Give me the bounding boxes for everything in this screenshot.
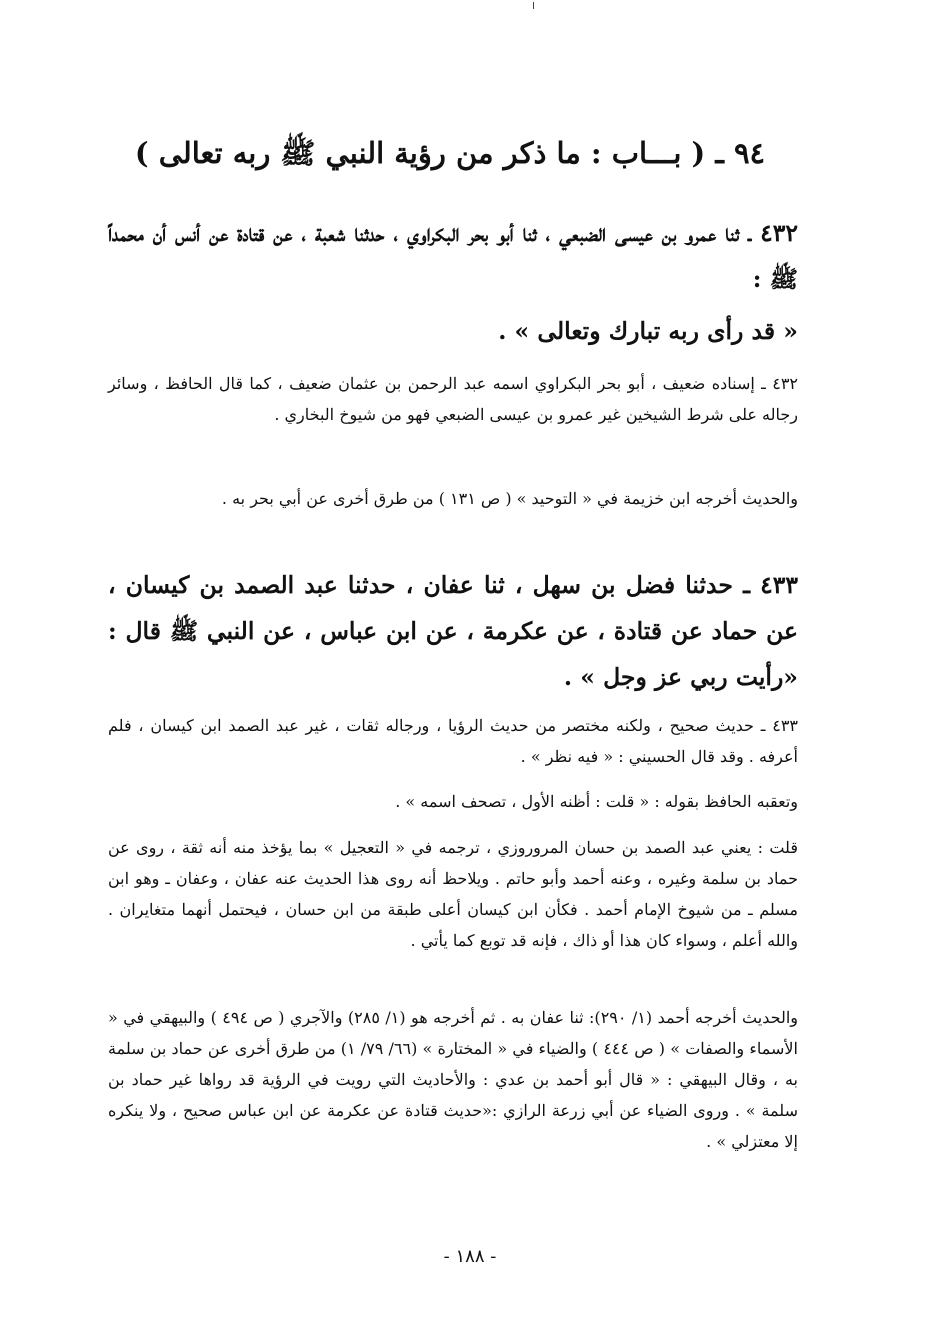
note-432-paragraph-1: ٤٣٢ ـ إسناده ضعيف ، أبو بحر البكراوي اسمه عبد الرحمن بن عثمان ضعيف ، كما قال الحافظ ، وسائر رجاله على شرط الشيخين غير عمرو بن عيسى الضبعي فهو من شيوخ البخاري .: [108, 374, 798, 424]
note-432-paragraph-2: والحديث أخرجه ابن خزيمة في « التوحيد » ( ص ١٣١ ) من طرق أخرى عن أبي بحر به .: [221, 489, 798, 508]
chapter-heading: ٩٤ ـ ( بـــاب : ما ذكر من رؤية النبي ﷺ ربه تعالى ): [134, 136, 766, 170]
hadith-433-text: ٤٣٣ ـ حدثنا فضل بن سهل ، ثنا عفان ، حدثنا عبد الصمد بن كيسان ، عن حماد عن قتادة ، عن عكرمة ، عن ابن عباس ، عن النبي ﷺ قال : «رأيت ربي عز وجل » .: [108, 571, 798, 691]
page-number: - ١٨٨ -: [443, 1246, 497, 1267]
note-433-paragraph-4: والحديث أخرجه أحمد (١/ ٢٩٠): ثنا عفان به . ثم أخرجه هو (١/ ٢٨٥) والآجري ( ص ٤٩٤ ) والبيهقي في « الأسماء والصفات » ( ص ٤٤٤ ) والضياء في « المختارة » (٦٦/ ٧٩/ ١) من طرق أخرى عن حماد بن سلمة به ، وقال البيهقي : « قال أبو أحمد بن عدي : والأحاديث التي رويت في الرؤية قد رواها غير حماد بن سلمة » . وروى الضياء عن أبي زرعة الرازي :«حديث قتادة عن عكرمة عن ابن عباس صحيح ، ولا ينكره إلا معتزلي » .: [108, 1008, 799, 1151]
hadith-432-quote: « قد رأى ربه تبارك وتعالى » .: [498, 317, 798, 345]
page-edge-mark: [533, 2, 534, 9]
note-433-paragraph-1: ٤٣٣ ـ حديث صحيح ، ولكنه مختصر من حديث الرؤيا ، ورجاله ثقات ، غير عبد الصمد ابن كيسان ، فلم أعرفه . وقد قال الحسيني : « فيه نظر » .: [108, 716, 798, 766]
hadith-432-text: ٤٣٢ ـ ثنا عمرو بن عيسى الضبعي ، ثنا أبو بحر البكراوي ، حدثنا شعبة ، عن قتادة عن أنس أن محمداً ﷺ :: [108, 219, 798, 293]
note-433-paragraph-3: قلت : يعني عبد الصمد بن حسان المروروزي ، ترجمه في « التعجيل » بما يؤخذ منه أنه ثقة ، روى عن حماد بن سلمة وغيره ، وعنه أحمد وأبو حاتم . ويلاحظ أنه روى هذا الحديث عنه عفان ، وعفان ـ وهو ابن مسلم ـ من شيوخ الإمام أحمد . فكأن ابن كيسان أعلى طبقة من ابن حسان ، فيحتمل أنهما متغايران . والله أعلم ، وسواء كان هذا أو ذاك ، فإنه قد توبع كما يأتي .: [108, 838, 799, 950]
note-433-paragraph-2: وتعقبه الحافظ بقوله : « قلت : أظنه الأول ، تصحف اسمه » .: [395, 792, 798, 811]
